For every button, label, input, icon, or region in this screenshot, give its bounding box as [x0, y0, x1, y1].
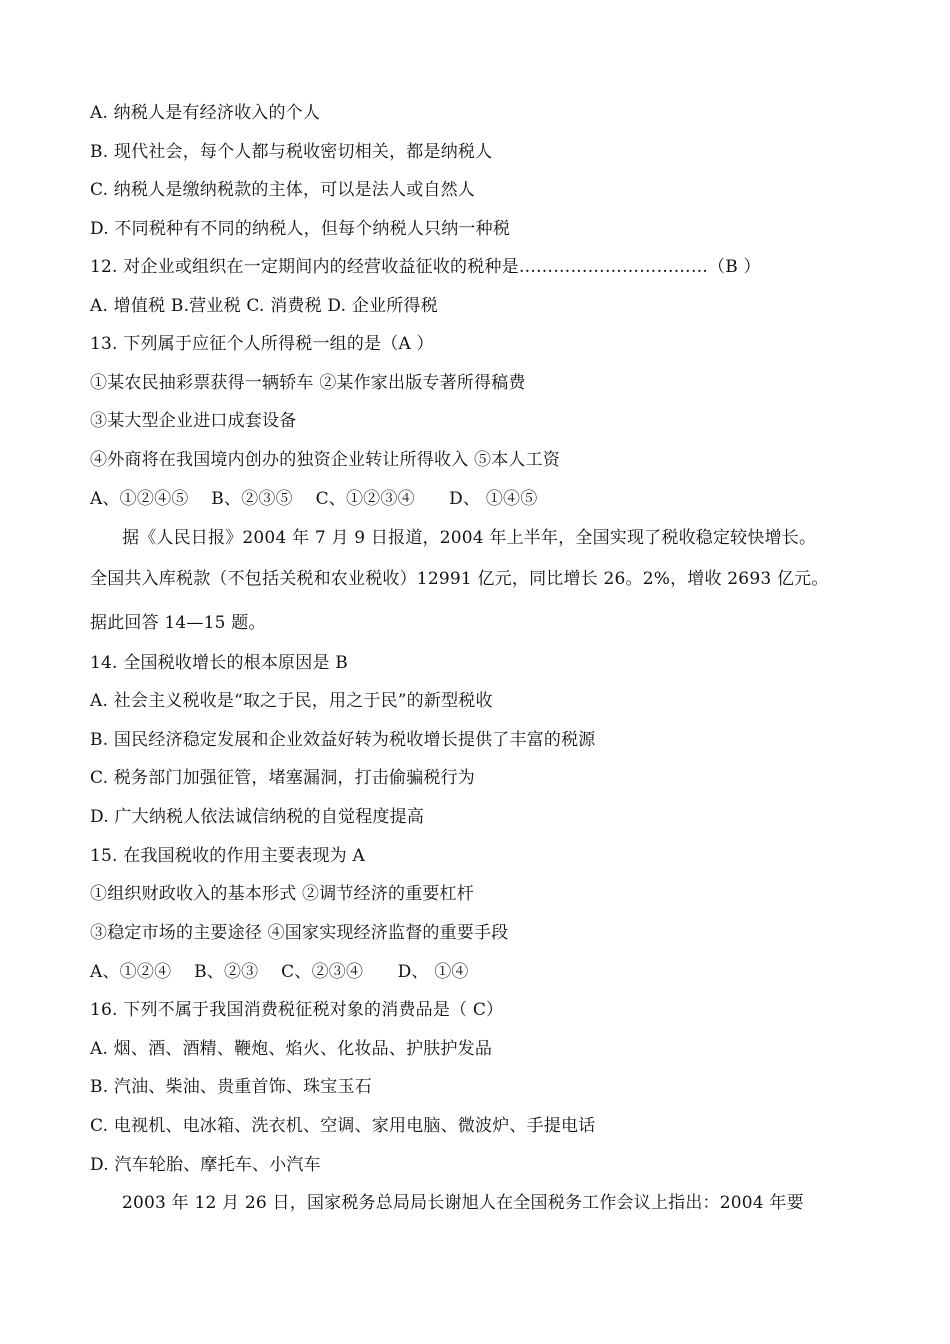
passage-line-2: 全国共入库税款（不包括关税和农业税收）12991 亿元，同比增长 26。2%，增收 2693 亿元。	[90, 569, 829, 589]
option-d-q11: D. 不同税种有不同的纳税人，但每个纳税人只纳一种税	[90, 219, 511, 239]
items-q13-2: ③某大型企业进口成套设备	[90, 411, 297, 431]
question-16: 16. 下列不属于我国消费税征税对象的消费品是（ C）	[90, 1000, 504, 1020]
items-q13-1: ①某农民抽彩票获得一辆轿车 ②某作家出版专著所得稿费	[90, 373, 526, 393]
options-q13: A、①②④⑤ B、②③⑤ C、①②③④ D、 ①④⑤	[90, 489, 538, 509]
option-b-q11: B. 现代社会，每个人都与税收密切相关，都是纳税人	[90, 142, 493, 162]
option-d-q16: D. 汽车轮胎、摩托车、小汽车	[90, 1155, 321, 1175]
question-13: 13. 下列属于应征个人所得税一组的是（A ）	[90, 334, 434, 354]
passage-2-line-1: 2003 年 12 月 26 日，国家税务总局局长谢旭人在全国税务工作会议上指出：2004 年要	[122, 1193, 804, 1213]
option-c-q16: C. 电视机、电冰箱、洗衣机、空调、家用电脑、微波炉、手提电话	[90, 1116, 596, 1136]
items-q15-2: ③稳定市场的主要途径 ④国家实现经济监督的重要手段	[90, 923, 509, 943]
items-q15-1: ①组织财政收入的基本形式 ②调节经济的重要杠杆	[90, 884, 475, 904]
option-b-q14: B. 国民经济稳定发展和企业效益好转为税收增长提供了丰富的税源	[90, 730, 596, 750]
option-d-q14: D. 广大纳税人依法诚信纳税的自觉程度提高	[90, 807, 425, 827]
passage-line-1: 据《人民日报》2004 年 7 月 9 日报道，2004 年上半年，全国实现了税收稳定较快增长。	[122, 528, 817, 548]
passage-line-3: 据此回答 14—15 题。	[90, 613, 266, 633]
option-b-q16: B. 汽油、柴油、贵重首饰、珠宝玉石	[90, 1077, 372, 1097]
option-a-q14: A. 社会主义税收是“取之于民，用之于民”的新型税收	[90, 691, 493, 711]
options-q12: A. 增值税 B.营业税 C. 消费税 D. 企业所得税	[90, 296, 438, 316]
question-14: 14. 全国税收增长的根本原因是 B	[90, 653, 348, 673]
option-c-q14: C. 税务部门加强征管，堵塞漏洞，打击偷骗税行为	[90, 768, 476, 788]
options-q15: A、①②④ B、②③ C、②③④ D、 ①④	[90, 962, 469, 982]
question-12: 12. 对企业或组织在一定期间内的经营收益征收的税种是……………………………（B ）	[90, 257, 761, 277]
option-c-q11: C. 纳税人是缴纳税款的主体，可以是法人或自然人	[90, 180, 476, 200]
items-q13-3: ④外商将在我国境内创办的独资企业转让所得收入 ⑤本人工资	[90, 450, 561, 470]
option-a-q11: A. 纳税人是有经济收入的个人	[90, 103, 321, 123]
question-15: 15. 在我国税收的作用主要表现为 A	[90, 846, 365, 866]
option-a-q16: A. 烟、酒、酒精、鞭炮、焰火、化妆品、护肤护发品	[90, 1039, 493, 1059]
